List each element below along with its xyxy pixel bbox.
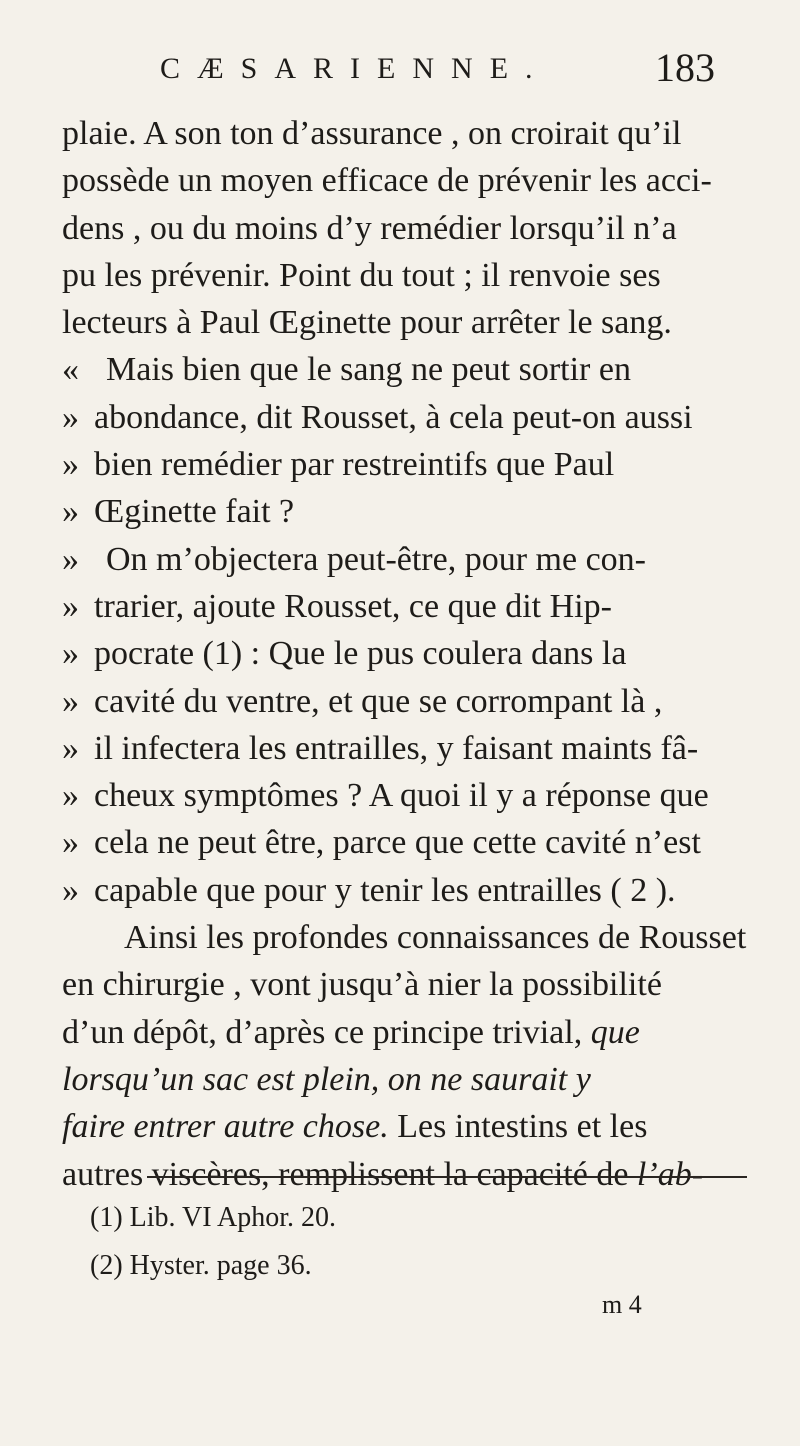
quote-text: il infectera les entrailles, y faisant maints fâ- [94,729,699,767]
quote-line [62,583,752,630]
page-number: 183 [655,45,715,90]
quote-text: cela ne peut être, parce que cette cavité n’est [94,824,701,862]
text-line [62,1103,752,1150]
text-line [62,1009,752,1056]
text-line: plaie. A son ton d’assurance , on croirait qu’il [62,115,682,152]
footnotes [90,1202,750,1298]
text-run: Les intestins et les [388,1108,648,1146]
quote-text: trarier, ajoute Rousset, ce que dit Hip- [94,587,612,625]
quote-mark: » [62,777,79,815]
italic-run: l’ab- [636,1155,704,1193]
text-run: d’un dépôt, d’après ce principe trivial, [62,1013,591,1051]
quote-mark: » [62,587,79,625]
text-line: lecteurs à Paul Œginette pour arrêter le sang. [62,304,672,342]
quote-mark: » [62,493,79,531]
body-text [62,110,752,1198]
quote-text: On m’objectera peut-être, pour me con- [106,540,646,578]
signature-mark: m 4 [602,1290,642,1319]
text-line: pu les prévenir. Point du tout ; il renvoie ses [62,256,661,294]
text-line: possède un moyen efficace de prévenir les acci- [62,162,712,200]
quote-line [62,394,752,441]
quote-mark: » [62,635,79,673]
quote-text: abondance, dit Rousset, à cela peut-on aussi [94,398,693,436]
text-line: Ainsi les profondes connaissances de Rousset [124,919,747,957]
running-title: CÆSARIENNE. [160,52,550,85]
page-header [0,44,800,94]
quote-line [62,630,752,677]
text-line: lorsqu’un sac est plein, on ne saurait y [62,1060,591,1098]
quote-line [62,772,752,819]
text-line [62,1151,752,1198]
quote-text: bien remédier par restreintifs que Paul [94,446,615,484]
quote-mark: » [62,824,79,862]
quote-text: cheux symptômes ? A quoi il y a réponse que [94,777,709,815]
quote-text: pocrate (1) : Que le pus coulera dans la [94,635,627,673]
quote-line [62,725,752,772]
quotation-block [62,346,752,914]
quote-mark: « [62,351,79,389]
quote-mark: » [62,398,79,436]
quote-line [62,346,752,393]
quote-mark: » [62,729,79,767]
quote-mark: » [62,871,79,909]
footnote: (1) Lib. VI Aphor. 20. [90,1202,337,1233]
footnote-rule [147,1176,747,1178]
footnote: (2) Hyster. page 36. [90,1250,312,1281]
italic-run: que [590,1013,640,1051]
quote-line [62,819,752,866]
quote-mark: » [62,446,79,484]
quote-line [62,867,752,914]
text-line: en chirurgie , vont jusqu’à nier la possibilité [62,966,662,1004]
quote-line [62,488,752,535]
quote-text: Mais bien que le sang ne peut sortir en [106,351,631,389]
quote-mark: » [62,682,79,720]
quote-line [62,536,752,583]
italic-run: faire entrer autre chose. [62,1108,389,1146]
text-line: dens , ou du moins d’y remédier lorsqu’il n’a [62,209,677,247]
quote-text: Œginette fait ? [94,493,295,531]
quote-line [62,678,752,725]
quote-line [62,441,752,488]
text-run: autres viscères, remplissent la capacité de [62,1155,637,1193]
quote-text: cavité du ventre, et que se corrompant là , [94,682,663,720]
quote-text: capable que pour y tenir les entrailles ( 2 ). [94,871,676,909]
quote-mark: » [62,540,79,578]
